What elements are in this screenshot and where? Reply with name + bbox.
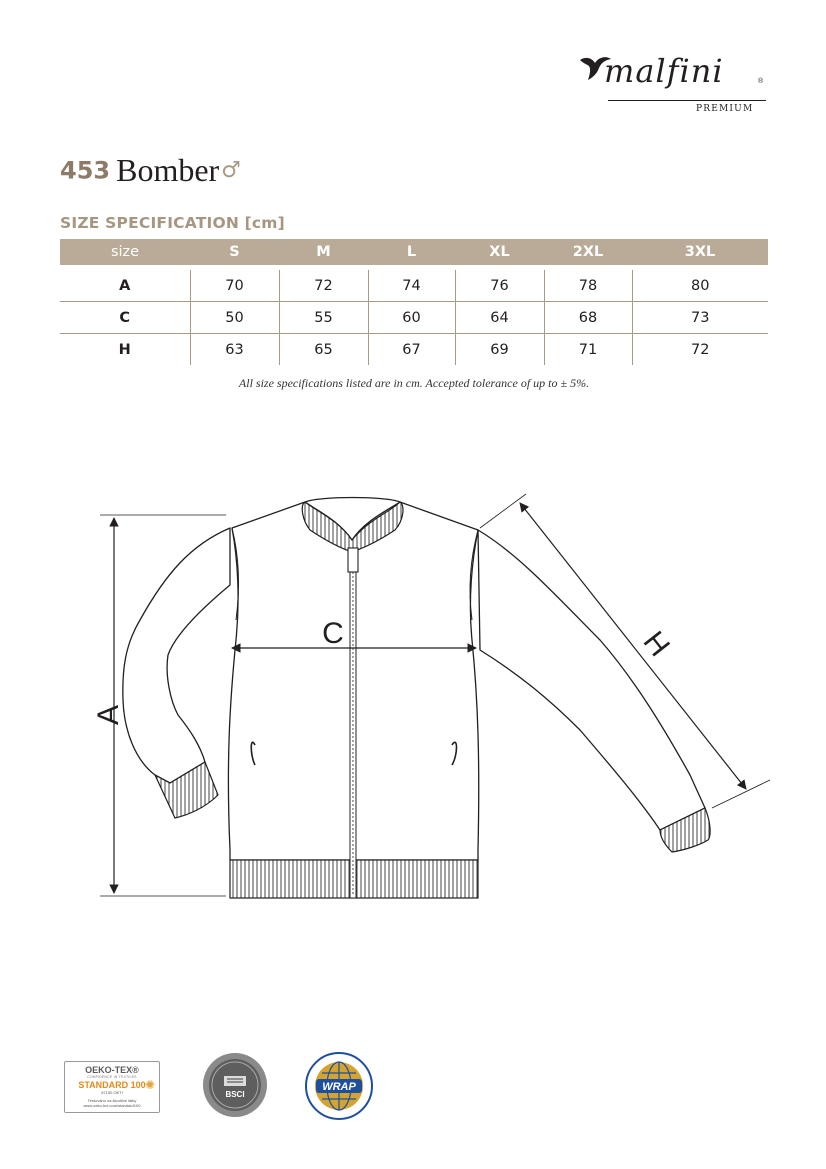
- table-cell: 68: [544, 302, 632, 334]
- oeko-title: OEKO-TEX®: [85, 1065, 139, 1075]
- table-cell: 63: [190, 334, 279, 366]
- table-cell: 67: [368, 334, 455, 366]
- table-cell: 64: [455, 302, 544, 334]
- dimension-h-label: H: [636, 625, 676, 663]
- table-header-row: [60, 239, 768, 265]
- oeko-tex-badge: [64, 1061, 160, 1113]
- size-spec-heading: SIZE SPECIFICATION [cm]: [60, 214, 285, 232]
- tolerance-note: All size specifications listed are in cm. Accepted tolerance of up to ± 5%.: [238, 376, 590, 390]
- table-cell: 50: [190, 302, 279, 334]
- brand-wordmark: malfini: [604, 52, 724, 90]
- table-cell: 80: [632, 270, 768, 302]
- oeko-url: www.oeko-tex.com/standard100: [83, 1103, 141, 1108]
- bsci-badge: [202, 1052, 268, 1118]
- table-cell: 73: [632, 302, 768, 334]
- brand-logo: [578, 52, 772, 118]
- header-2xl: 2XL: [544, 239, 632, 265]
- product-code: 453: [60, 156, 111, 185]
- logo-rule: [608, 100, 766, 101]
- table-cell: 71: [544, 334, 632, 366]
- oeko-standard: STANDARD 100: [78, 1080, 146, 1090]
- jacket-outline: [123, 502, 705, 860]
- product-name: Bomber: [116, 152, 220, 188]
- table-row: [60, 270, 768, 302]
- size-table: [60, 239, 768, 365]
- row-label: H: [118, 341, 131, 358]
- table-cell: 65: [279, 334, 368, 366]
- table-cell: 69: [455, 334, 544, 366]
- table-cell: 78: [544, 270, 632, 302]
- oeko-tested: Testováno na škodlivé látky: [87, 1098, 137, 1103]
- product-title: [60, 152, 241, 192]
- oeko-subtitle: CONFIDENCE IN TEXTILES: [87, 1075, 137, 1079]
- table-cell: 70: [190, 270, 279, 302]
- header-l: L: [368, 239, 455, 265]
- table-cell: 74: [368, 270, 455, 302]
- oeko-number: 67150 OETI: [101, 1090, 123, 1095]
- zipper-pull: [348, 548, 358, 572]
- table-cell: 55: [279, 302, 368, 334]
- brand-line: PREMIUM: [696, 104, 754, 114]
- row-label: C: [60, 302, 190, 334]
- table-cell: 76: [455, 270, 544, 302]
- header-m: M: [279, 239, 368, 265]
- header-size: size: [60, 239, 190, 265]
- table-cell: 72: [279, 270, 368, 302]
- header-3xl: 3XL: [632, 239, 768, 265]
- registered-mark: ®: [758, 78, 764, 85]
- jacket-diagram: [70, 480, 790, 910]
- row-label: A: [60, 270, 190, 302]
- wrap-badge: [304, 1051, 374, 1121]
- table-cell: 60: [368, 302, 455, 334]
- header-xl: XL: [455, 239, 544, 265]
- wrap-text: WRAP: [322, 1081, 356, 1093]
- table-row: [60, 334, 768, 366]
- header-s: S: [190, 239, 279, 265]
- table-row: [60, 302, 768, 334]
- dimension-a-label: A: [91, 704, 125, 726]
- table-cell: 72: [632, 334, 768, 366]
- bsci-text: BSCI: [225, 1090, 245, 1099]
- dimension-c-label: C: [322, 617, 344, 650]
- sun-icon: ✺: [144, 1078, 155, 1092]
- male-symbol-icon: ♂: [221, 158, 241, 183]
